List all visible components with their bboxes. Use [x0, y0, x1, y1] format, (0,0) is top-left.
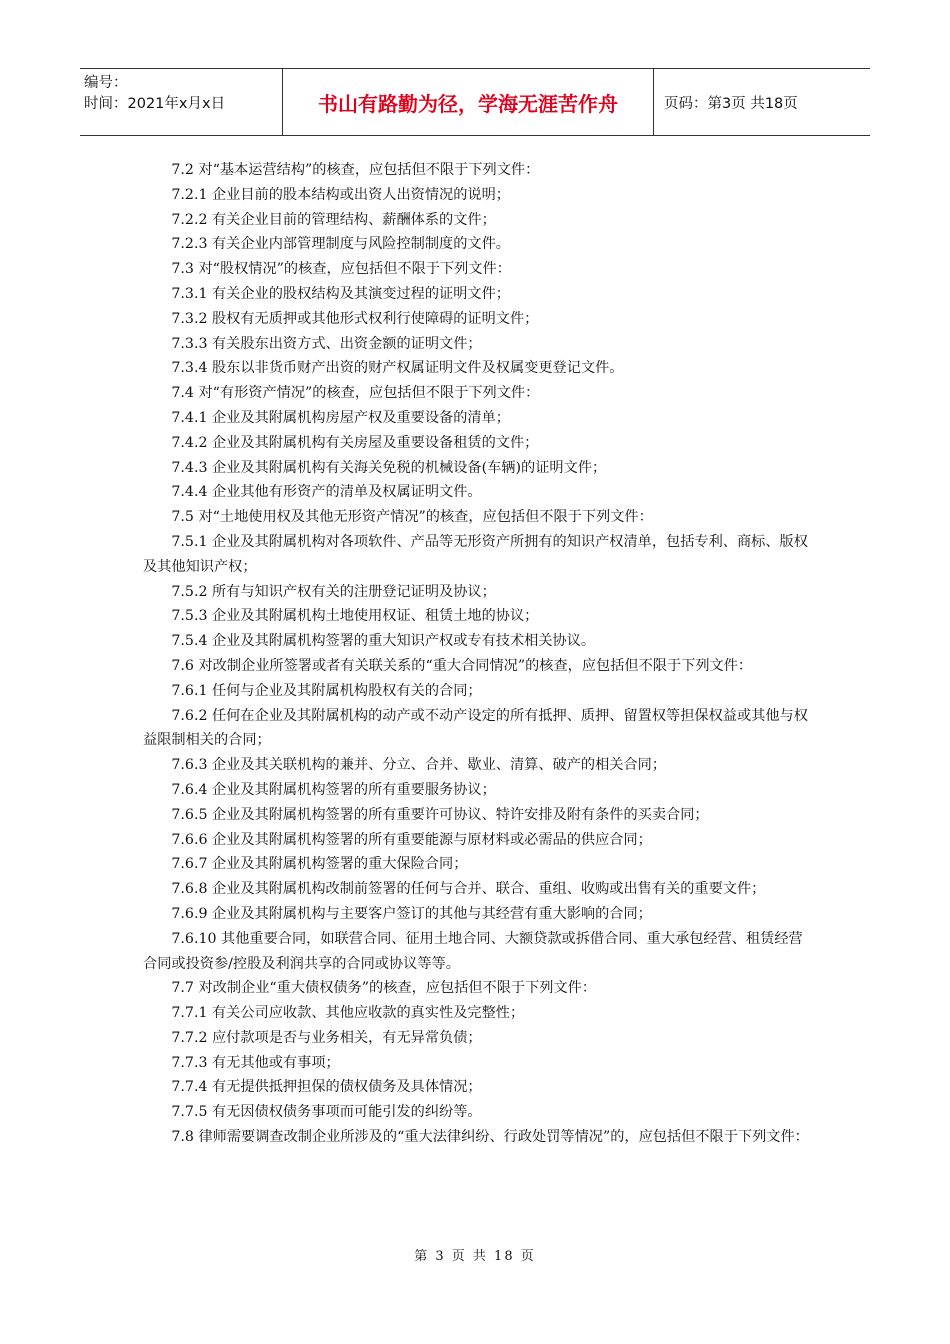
body-paragraph: 7.3.2 股权有无质押或其他形式权利行使障碍的证明文件； [171, 310, 539, 327]
body-paragraph: 7.5 对“土地使用权及其他无形资产情况”的核查，应包括但不限于下列文件： [171, 509, 653, 526]
body-paragraph: 7.7.1 有关公司应收款、其他应收款的真实性及完整性； [171, 1005, 525, 1022]
body-paragraph: 7.4.1 企业及其附属机构房屋产权及重要设备的清单； [171, 409, 510, 426]
body-paragraph: 7.4.2 企业及其附属机构有关房屋及重要设备租赁的文件； [171, 434, 539, 451]
body-paragraph: 7.4 对“有形资产情况”的核查，应包括但不限于下列文件： [171, 385, 540, 402]
body-paragraph: 7.2.1 企业目前的股本结构或出资人出资情况的说明； [171, 186, 510, 203]
header-motto: 书山有路勤为径，学海无涯苦作舟 [283, 69, 654, 135]
body-paragraph: 7.6.9 企业及其附属机构与主要客户签订的其他与其经营有重大影响的合同； [171, 905, 652, 922]
body-paragraph: 7.5.3 企业及其附属机构土地使用权证、租赁土地的协议； [171, 608, 539, 625]
body-paragraph: 7.8 律师需要调查改制企业所涉及的“重大法律纠纷、行政处罚等情况”的，应包括但不限于下列文件： [171, 1129, 809, 1146]
body-paragraph: 7.5.2 所有与知识产权有关的注册登记证明及协议； [171, 583, 496, 600]
body-paragraph: 7.6.8 企业及其附属机构改制前签署的任何与合并、联合、重组、收购或出售有关的重要文件； [171, 881, 766, 898]
page-footer: 第 3 页 共 18 页 [414, 1249, 536, 1264]
body-paragraph: 7.7.3 有无其他或有事项； [171, 1054, 340, 1071]
document-body [143, 158, 813, 1150]
body-paragraph: 7.6.7 企业及其附属机构签署的重大保险合同； [171, 856, 468, 873]
page-header [80, 68, 870, 136]
body-paragraph: 7.2 对“基本运营结构”的核查，应包括但不限于下列文件： [171, 162, 540, 178]
body-paragraph: 7.7 对改制企业“重大债权债务”的核查，应包括但不限于下列文件： [171, 980, 597, 997]
body-paragraph: 7.4.4 企业其他有形资产的清单及权属证明文件。 [171, 484, 482, 501]
body-paragraph: 7.3 对“股权情况”的核查，应包括但不限于下列文件： [171, 261, 511, 278]
body-paragraph: 7.6.2 任何在企业及其附属机构的动产或不动产设定的所有抵押、质押、留置权等担保权益或其他与权益限制相关的合同； [143, 707, 808, 749]
body-paragraph: 7.6.5 企业及其附属机构签署的所有重要许可协议、特许安排及附有条件的买卖合同； [171, 806, 709, 823]
body-paragraph: 7.6.10 其他重要合同，如联营合同、征用土地合同、大额贷款或拆借合同、重大承包经营、租赁经营合同或投资参/控股及利润共享的合同或协议等等。 [143, 930, 803, 972]
body-paragraph: 7.6.1 任何与企业及其附属机构股权有关的合同； [171, 682, 482, 699]
document-time-label: 时间：2021年x月x日 [84, 96, 226, 112]
body-paragraph: 7.7.5 有无因债权债务事项而可能引发的纠纷等。 [171, 1104, 482, 1121]
body-paragraph: 7.7.4 有无提供抵押担保的债权债务及具体情况； [171, 1079, 482, 1096]
body-paragraph: 7.5.1 企业及其附属机构对各项软件、产品等无形资产所拥有的知识产权清单，包括专利、商标、版权及其他知识产权； [143, 533, 808, 575]
body-paragraph: 7.6.3 企业及其关联机构的兼并、分立、合并、歇业、清算、破产的相关合同； [171, 757, 667, 774]
body-paragraph: 7.3.1 有关企业的股权结构及其演变过程的证明文件； [171, 285, 510, 302]
header-page-info: 页码：第3页 共18页 [664, 95, 798, 112]
body-paragraph: 7.4.3 企业及其附属机构有关海关免税的机械设备(车辆)的证明文件； [171, 459, 607, 476]
body-paragraph: 7.3.3 有关股东出资方式、出资金额的证明文件； [171, 335, 482, 352]
body-paragraph: 7.2.2 有关企业目前的管理结构、薪酬体系的文件； [171, 211, 496, 228]
document-number-label: 编号： [84, 75, 128, 91]
body-paragraph: 7.6.4 企业及其附属机构签署的所有重要服务协议； [171, 781, 496, 798]
body-paragraph: 7.5.4 企业及其附属机构签署的重大知识产权或专有技术相关协议。 [171, 633, 596, 650]
header-meta [80, 69, 283, 135]
body-paragraph: 7.6 对改制企业所签署或者有关联关系的“重大合同情况”的核查，应包括但不限于下列文件： [171, 657, 753, 674]
body-paragraph: 7.7.2 应付款项是否与业务相关，有无异常负债； [171, 1029, 482, 1046]
body-paragraph: 7.3.4 股东以非货币财产出资的财产权属证明文件及权属变更登记文件。 [171, 360, 624, 377]
body-paragraph: 7.2.3 有关企业内部管理制度与风险控制制度的文件。 [171, 236, 510, 253]
body-paragraph: 7.6.6 企业及其附属机构签署的所有重要能源与原材料或必需品的供应合同； [171, 831, 652, 848]
